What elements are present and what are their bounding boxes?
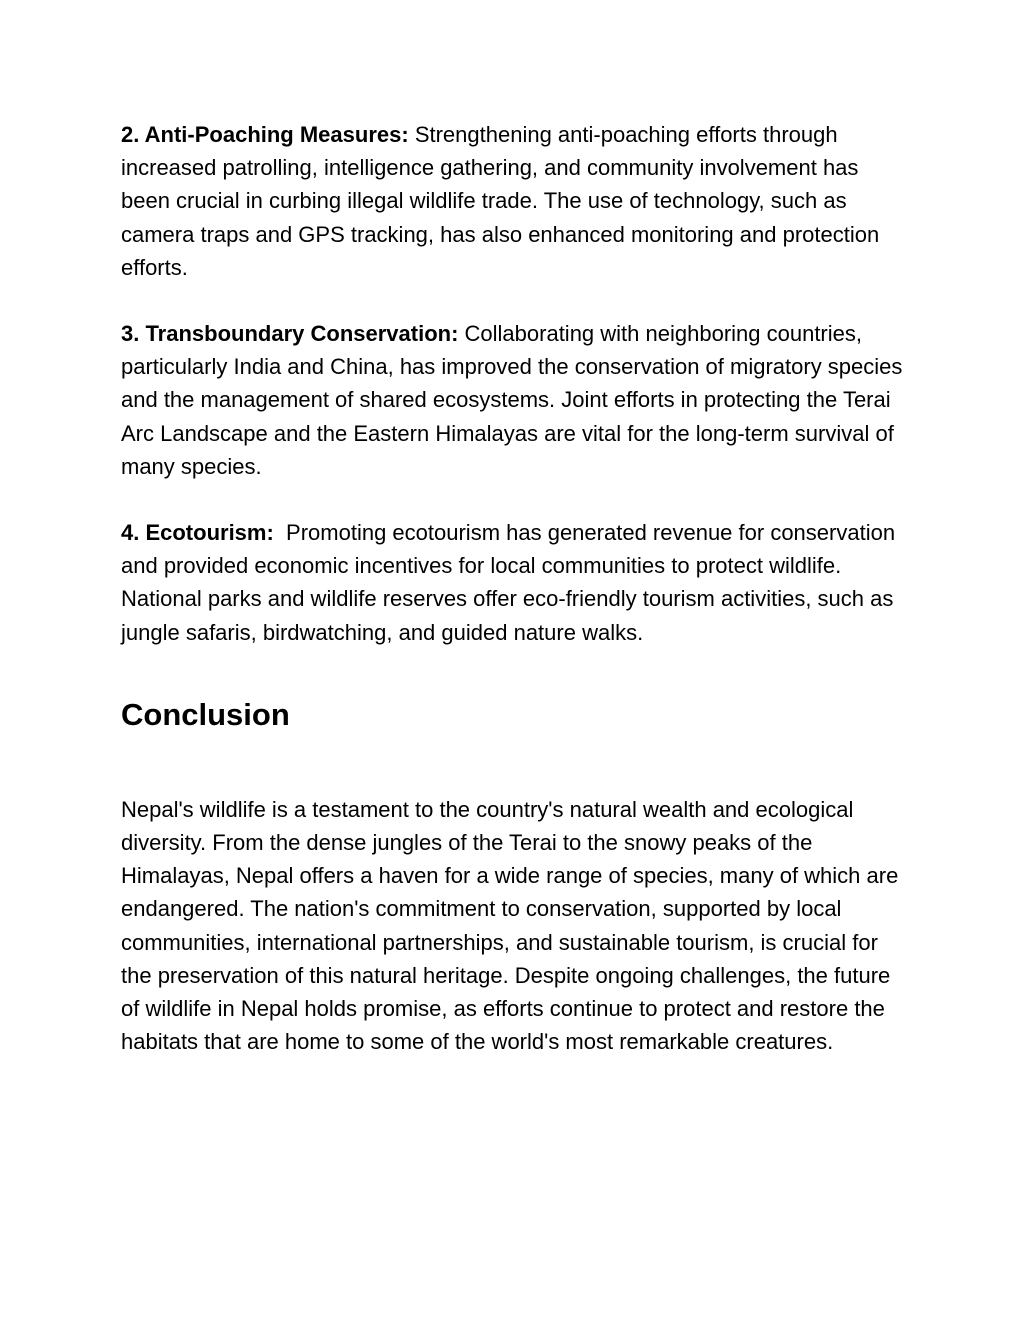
conclusion-paragraph: Nepal's wildlife is a testament to the country's natural wealth and ecological diversity. From the dense jungles of the Terai to the snowy peaks of the Himalayas, Nepal offers a haven for a wide range of species, many of which are endangered. The nation's commitment to conservation, supported by local communities, international partnerships, and sustainable tourism, is crucial for the preservation of this natural heritage. Despite ongoing challenges, the future of wildlife in Nepal holds promise, as efforts continue to protect and restore the habitats that are home to some of the world's most remarkable creatures. [121,796,899,1055]
ecotourism-lead: 4. Ecotourism: [121,520,274,546]
anti-poaching-lead: 2. Anti-Poaching Measures: [121,122,409,147]
transboundary-lead: 3. Transboundary Conservation: [121,321,459,347]
anti-poaching-paragraph [121,118,911,284]
document-body [121,118,911,1091]
transboundary-text: Collaborating with neighboring countries, particularly India and China, has improved the conservation of migratory species and the management of shared ecosystems. Joint efforts in protecting the Terai Arc Landscape and the Eastern Himalayas are vital for the long-term survival of many species. [121,321,903,479]
anti-poaching-text: Strengthening anti-poaching efforts through increased patrolling, intelligence gathering, and community involvement has been crucial in curbing illegal wildlife trade. The use of technology, such as camera traps and GPS tracking, has also enhanced monitoring and protection efforts. [121,122,880,280]
ecotourism-paragraph [121,516,911,649]
conclusion-heading: Conclusion [121,696,290,732]
ecotourism-text: Promoting ecotourism has generated revenue for conservation and provided economic incentives for local communities to protect wildlife. National parks and wildlife reserves offer eco-friendly tourism activities, such as jungle safaris, birdwatching, and guided nature walks. [121,520,896,645]
transboundary-paragraph [121,317,911,483]
